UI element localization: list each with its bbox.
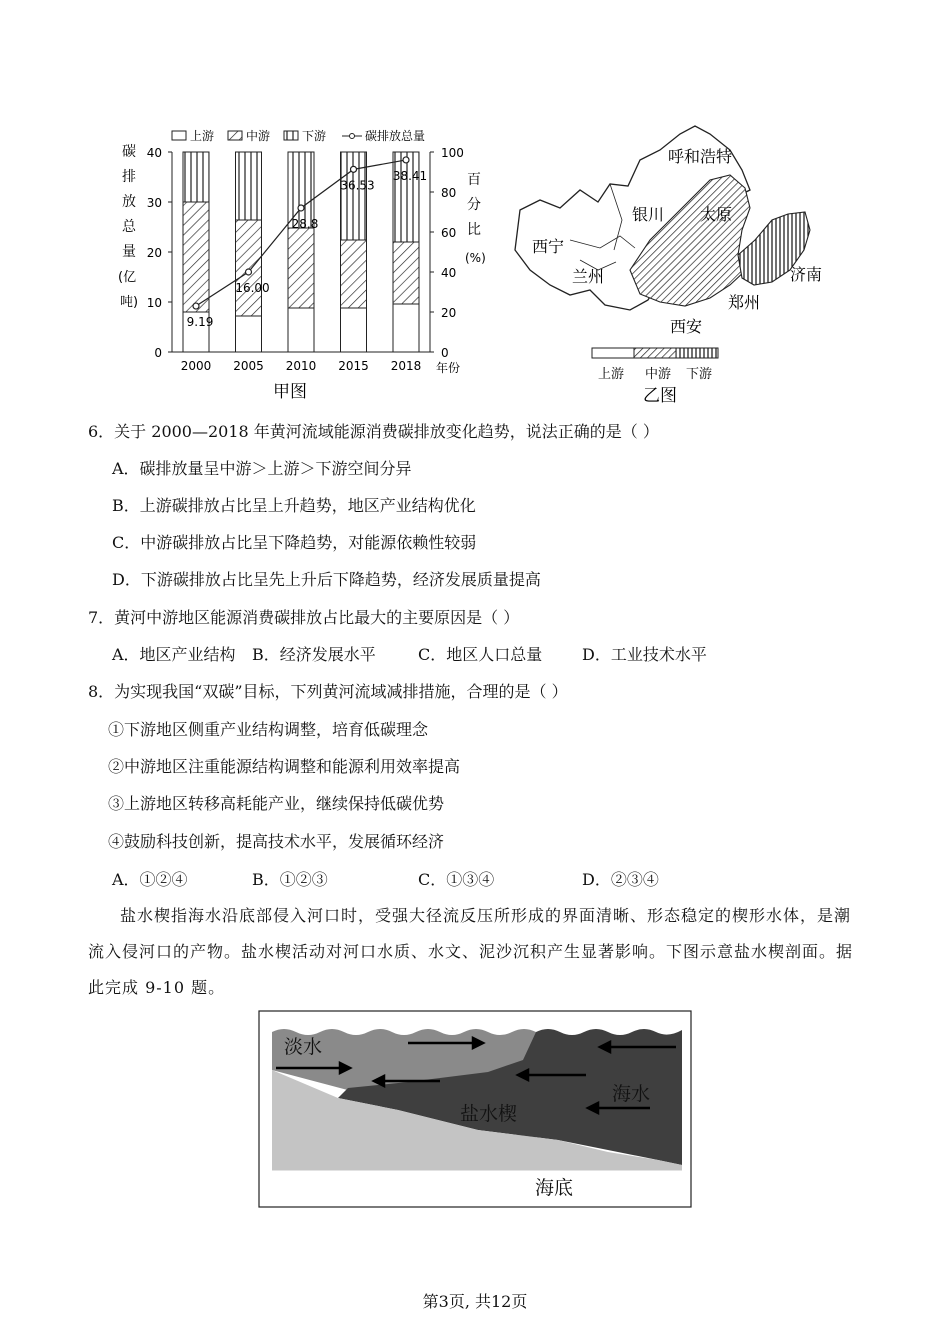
- svg-text:30: 30: [146, 196, 162, 210]
- question-8-item-1: ①下游地区侧重产业结构调整，培育低碳理念: [108, 720, 429, 739]
- legend-total-marker: [350, 134, 355, 139]
- total-point-2010: [298, 205, 304, 211]
- city-zhengzhou: 郑州: [728, 293, 761, 312]
- figure-b-caption: 乙图: [643, 386, 677, 406]
- question-8-option-d: D．②③④: [582, 870, 659, 889]
- city-lanzhou: 兰州: [572, 267, 605, 286]
- bar-midstream-2005: [236, 220, 262, 316]
- map-legend-midstream: 中游: [645, 367, 672, 382]
- legend-upstream: 上游: [190, 129, 215, 143]
- svg-text:排: 排: [122, 169, 136, 185]
- map-legend-upstream-swatch: [592, 348, 634, 358]
- map-legend-upstream: 上游: [598, 367, 625, 382]
- question-6-option-d: D．下游碳排放占比呈先上升后下降趋势，经济发展质量提高: [112, 570, 541, 589]
- total-point-2018: [403, 157, 409, 163]
- figure-a-caption: 甲图: [273, 382, 307, 402]
- map-legend-downstream: 下游: [686, 367, 713, 382]
- city-yinchuan: 银川: [632, 205, 665, 224]
- svg-text:40: 40: [146, 146, 162, 160]
- question-8-item-2: ②中游地区注重能源结构调整和能源利用效率提高: [108, 757, 461, 776]
- label-fresh-water: 淡水: [284, 1036, 323, 1058]
- bar-midstream-2000: [183, 202, 209, 312]
- question-7-option-a: A．地区产业结构: [112, 645, 236, 664]
- question-7-stem: 7．黄河中游地区能源消费碳排放占比最大的主要原因是（ ）: [88, 608, 520, 627]
- city-hohhot: 呼和浩特: [668, 147, 733, 166]
- city-taiyuan: 太原: [700, 205, 733, 224]
- legend-downstream: 下游: [302, 129, 327, 143]
- city-xian: 西安: [670, 317, 703, 336]
- svg-text:40: 40: [441, 266, 457, 280]
- question-6-option-c: C．中游碳排放占比呈下降趋势，对能源依赖性较弱: [112, 533, 477, 552]
- x-tick-label: 2000: [180, 359, 212, 373]
- question-8-stem: 8．为实现我国“双碳”目标，下列黄河流域减排措施，合理的是（ ）: [88, 682, 568, 701]
- total-value-label: 28.8: [291, 217, 319, 231]
- map-legend-midstream-swatch: [634, 348, 676, 358]
- svg-text:比: 比: [467, 222, 481, 238]
- svg-text:0: 0: [441, 346, 449, 360]
- total-point-2015: [351, 166, 357, 172]
- total-value-label: 9.19: [186, 315, 214, 330]
- bar-downstream-2005: [236, 152, 262, 220]
- svg-text:80: 80: [441, 186, 457, 200]
- left-ticks: [147, 146, 162, 360]
- bar-downstream-2000: [183, 152, 209, 202]
- bar-midstream-2010: [288, 228, 314, 308]
- svg-text:100: 100: [441, 146, 464, 160]
- label-sea-floor: 海底: [535, 1177, 574, 1199]
- passage-salt-wedge: 盐水楔指海水沿底部侵入河口时，受强大径流反压所形成的界面清晰、形态稳定的楔形水体，是潮流入侵河口的产物。盐水楔活动对河口水质、水文、泥沙沉积产生显著影响。下图示意盐水楔剖面。据此完成 9-10 题。: [88, 906, 854, 997]
- map-legend-downstream-swatch: [676, 348, 718, 358]
- label-sea-water: 海水: [612, 1083, 651, 1105]
- legend-midstream-swatch: [228, 131, 242, 140]
- bar-upstream-2010: [288, 308, 314, 352]
- label-salt-wedge: 盐水楔: [460, 1103, 518, 1125]
- x-tick-label: 2010: [285, 359, 317, 373]
- legend-upstream-swatch: [172, 131, 186, 140]
- city-jinan: 济南: [790, 265, 823, 284]
- plot-area: [168, 152, 434, 373]
- bar-upstream-2018: [393, 304, 419, 352]
- bar-upstream-2015: [341, 308, 367, 352]
- svg-text:吨): 吨): [120, 295, 139, 310]
- question-8-item-4: ④鼓励科技创新，提高技术水平，发展循环经济: [108, 832, 445, 851]
- question-8-option-b: B．①②③: [252, 870, 328, 889]
- question-8-option-a: A．①②④: [112, 870, 188, 889]
- svg-text:20: 20: [441, 306, 457, 320]
- x-tick-label: 2015: [338, 359, 369, 373]
- svg-text:总: 总: [122, 219, 136, 235]
- svg-text:(亿: (亿: [118, 270, 137, 285]
- legend: [172, 128, 425, 143]
- bar-midstream-2015: [341, 240, 367, 308]
- figure-c-salt-wedge: [258, 1010, 694, 1210]
- svg-text:分: 分: [467, 197, 481, 213]
- total-value-label: 38.41: [392, 168, 428, 183]
- question-7-option-c: C．地区人口总量: [418, 645, 543, 664]
- page-footer: 第3页, 共12页: [422, 1292, 528, 1311]
- svg-text:(%): (%): [465, 251, 486, 265]
- svg-text:10: 10: [146, 296, 162, 310]
- svg-text:60: 60: [441, 226, 457, 240]
- bar-midstream-2018: [393, 242, 419, 304]
- question-7-option-b: B．经济发展水平: [252, 645, 376, 664]
- svg-text:量: 量: [122, 244, 136, 260]
- question-8-option-c: C．①③④: [418, 870, 495, 889]
- legend-midstream: 中游: [246, 129, 271, 143]
- x-axis-unit: 年份: [436, 361, 461, 375]
- bar-upstream-2005: [236, 316, 262, 352]
- total-value-label: 36.53: [340, 178, 375, 193]
- right-ticks: [441, 146, 464, 360]
- question-6-stem: 6．关于 2000—2018 年黄河流域能源消费碳排放变化趋势，说法正确的是（ ）: [88, 422, 659, 441]
- legend-downstream-swatch: [284, 131, 298, 140]
- x-tick-label: 2005: [233, 359, 264, 373]
- question-7-option-d: D．工业技术水平: [582, 645, 707, 664]
- question-8-item-3: ③上游地区转移高耗能产业，继续保持低碳优势: [108, 794, 445, 813]
- svg-text:碳: 碳: [122, 144, 136, 160]
- svg-text:20: 20: [146, 246, 162, 260]
- svg-text:0: 0: [154, 346, 162, 360]
- total-point-2000: [193, 303, 199, 309]
- legend-total: 碳排放总量: [365, 129, 426, 143]
- figure-b-map: [510, 120, 850, 410]
- bar-downstream-2018: [393, 152, 419, 242]
- right-axis-label: [465, 172, 486, 265]
- question-6-option-b: B．上游碳排放占比呈上升趋势，地区产业结构优化: [112, 496, 476, 515]
- x-tick-label: 2018: [390, 359, 422, 373]
- svg-text:放: 放: [122, 194, 136, 210]
- city-xining: 西宁: [532, 237, 565, 256]
- left-axis-label: [118, 144, 138, 310]
- bar-downstream-2015: [341, 152, 367, 240]
- total-value-label: 16.00: [235, 281, 270, 295]
- svg-text:百: 百: [467, 172, 481, 188]
- figure-a-chart: [110, 120, 500, 405]
- total-point-2005: [246, 269, 252, 275]
- question-6-option-a: A．碳排放量呈中游＞上游＞下游空间分异: [112, 459, 412, 478]
